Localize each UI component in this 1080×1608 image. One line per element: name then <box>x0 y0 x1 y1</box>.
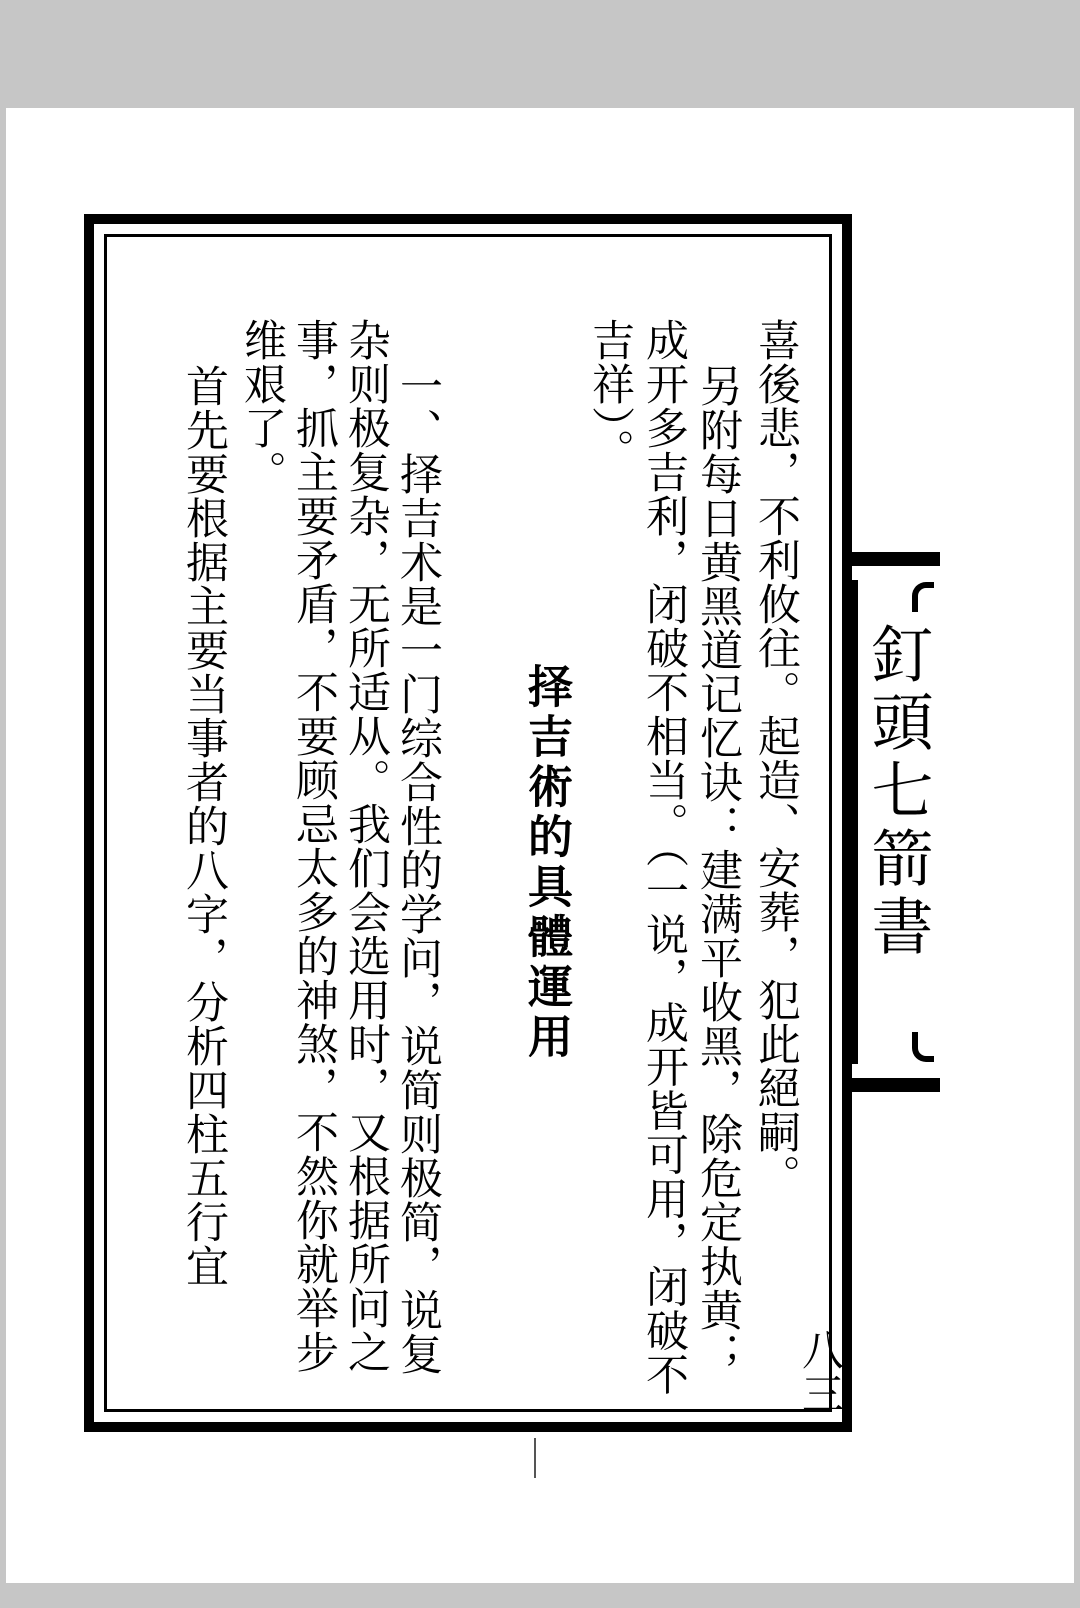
bracket-bottom <box>912 1032 934 1062</box>
text-column-7: 事，抓主要矛盾，不要顾忌太多的神煞，不然你就举步 <box>289 318 339 1374</box>
scan-mark <box>534 1438 536 1478</box>
text-column-6: 杂则极复杂，无所适从。我们会选用时，又根据所问之 <box>341 318 391 1374</box>
page-number: 八三 <box>796 1328 845 1416</box>
text-column-1: 喜後悲，不利攸往。起造、安葬，犯此絕嗣。 <box>751 318 801 1198</box>
text-column-8: 维艰了。 <box>237 318 287 494</box>
text-column-5: 一、择吉术是一门综合性的学问，说简则极简，说复 <box>393 364 443 1376</box>
section-heading: 择吉術的具體運用 <box>520 663 573 1063</box>
text-column-2: 另附每日黄黑道记忆诀：建满平收黑，除危定执黄； <box>693 364 743 1376</box>
side-title-tab <box>852 552 940 1092</box>
text-column-4: 吉祥）。 <box>585 318 635 473</box>
text-column-3: 成开多吉利，闭破不相当。（一说，成开皆可用，闭破不 <box>639 318 689 1397</box>
book-title: 釘頭七箭書 <box>861 622 934 962</box>
tab-bar-top <box>852 552 940 566</box>
tab-bar-bottom <box>852 1078 940 1092</box>
text-column-9: 首先要根据主要当事者的八字，分析四柱五行宜 <box>179 364 229 1288</box>
book-page <box>6 108 1074 1583</box>
bracket-top <box>912 582 934 612</box>
